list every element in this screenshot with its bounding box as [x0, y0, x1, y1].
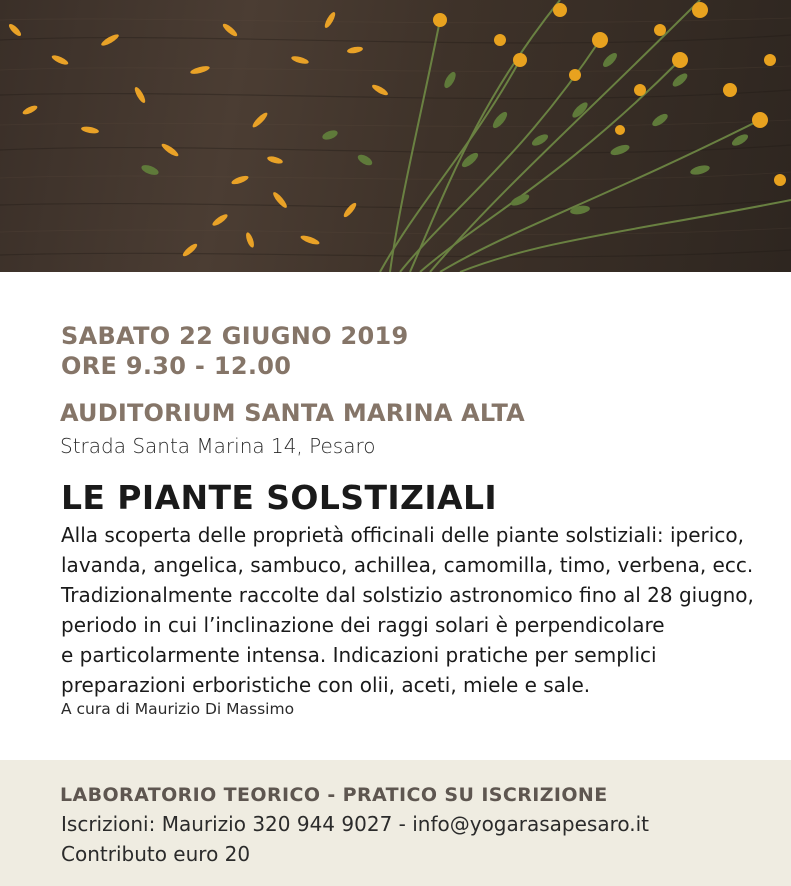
- event-venue: AUDITORIUM SANTA MARINA ALTA: [60, 399, 525, 427]
- participation-fee: Contributo euro 20: [61, 842, 251, 866]
- event-time: ORE 9.30 - 12.00: [61, 352, 292, 380]
- workshop-title: LE PIANTE SOLSTIZIALI: [61, 478, 498, 517]
- description-line: e particolarmente intensa. Indicazioni pratiche per semplici: [61, 643, 657, 667]
- event-details: [0, 272, 791, 760]
- registration-contact: Iscrizioni: Maurizio 320 944 9027 - info@yogarasapesaro.it: [61, 812, 650, 836]
- hero-image: [0, 0, 791, 272]
- workshop-curator: A cura di Maurizio Di Massimo: [61, 700, 295, 718]
- event-address: Strada Santa Marina 14, Pesaro: [60, 434, 376, 458]
- workshop-description: [61, 520, 761, 700]
- description-line: preparazioni erboristiche con olii, aceti, miele e sale.: [61, 673, 591, 697]
- description-line: Tradizionalmente raccolte dal solstizio astronomico fino al 28 giugno,: [61, 583, 754, 607]
- description-line: lavanda, angelica, sambuco, achillea, camomilla, timo, verbena, ecc.: [61, 553, 754, 577]
- event-date: SABATO 22 GIUGNO 2019: [61, 322, 409, 350]
- description-line: Alla scoperta delle proprietà officinali delle piante solstiziali: iperico,: [61, 523, 744, 547]
- registration-footer: [0, 760, 791, 886]
- description-line: periodo in cui l’inclinazione dei raggi solari è perpendicolare: [61, 613, 665, 637]
- herbs-illustration: [0, 0, 791, 272]
- lab-type: LABORATORIO TEORICO - PRATICO SU ISCRIZIONE: [60, 784, 608, 806]
